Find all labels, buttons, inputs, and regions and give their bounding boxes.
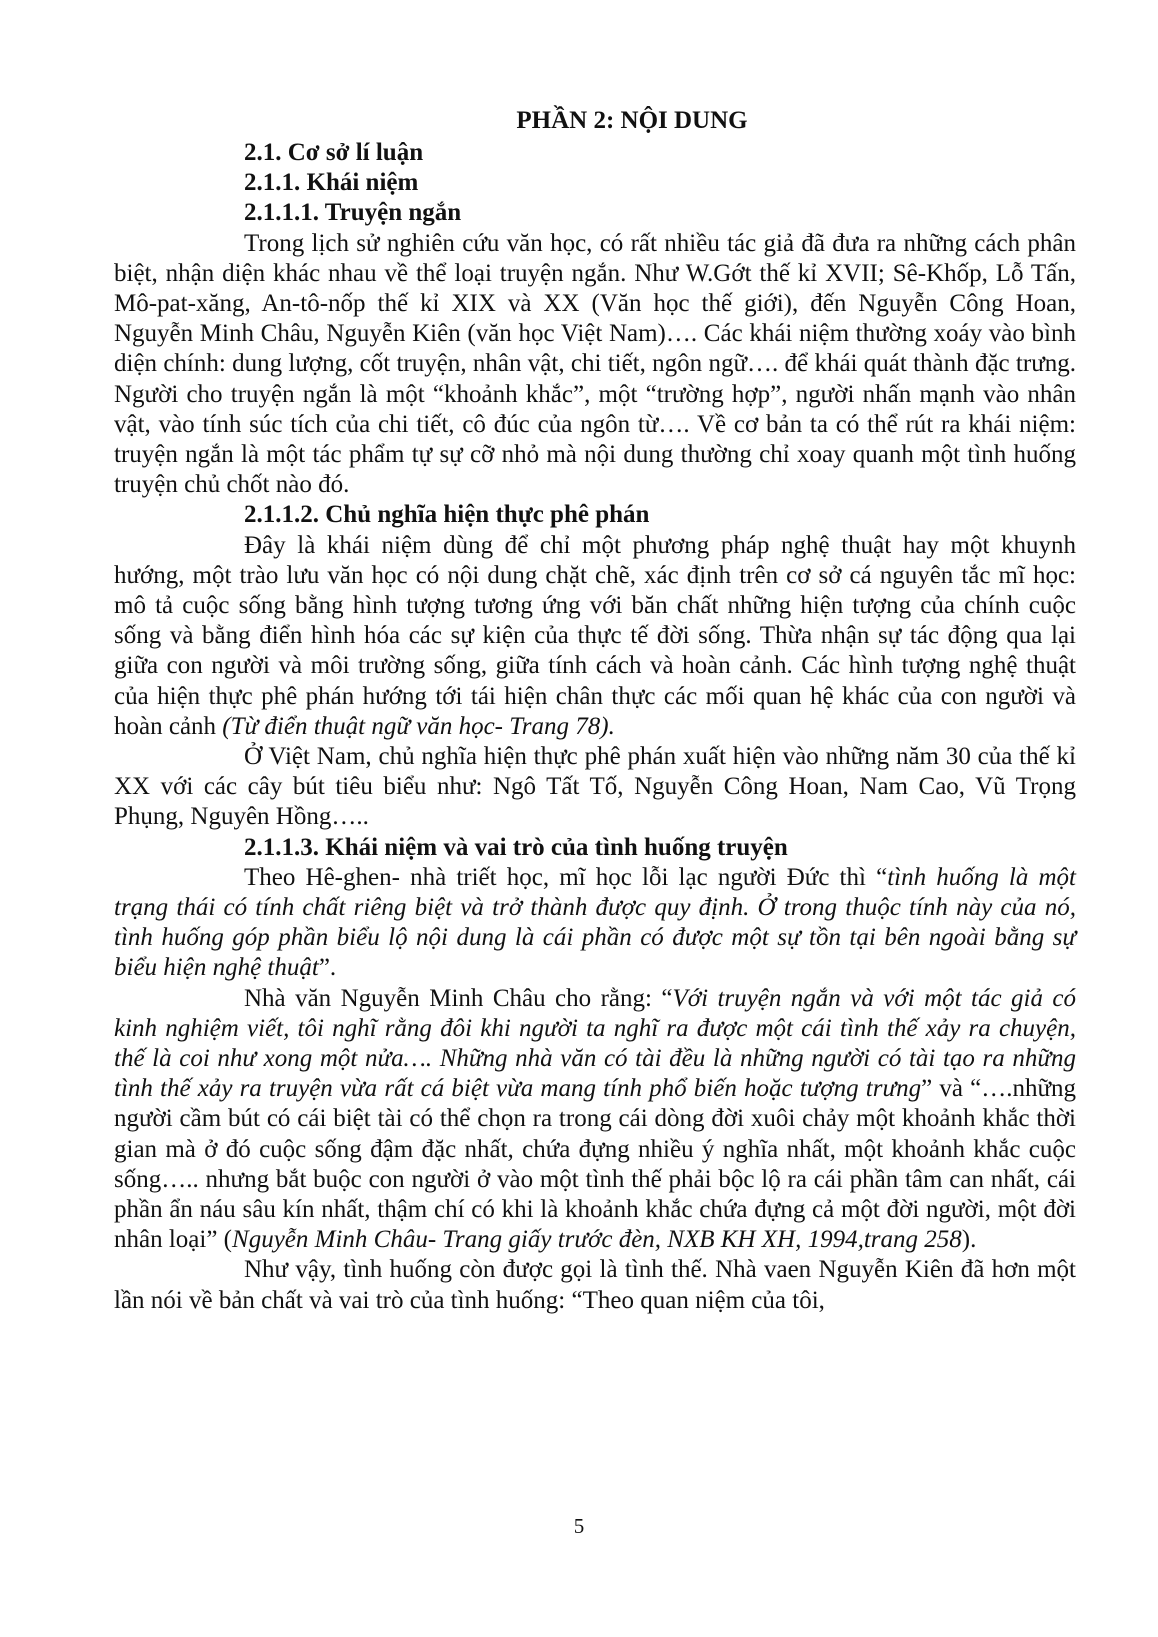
paragraph-text: ). — [961, 1226, 977, 1254]
heading-2-1-1: 2.1.1. Khái niệm — [244, 169, 419, 197]
heading-2-1-1-1: 2.1.1.1. Truyện ngắn — [244, 199, 462, 227]
citation: Nguyễn Minh Châu- Trang giấy trước đèn, NXB KH XH, 1994,trang 258 — [232, 1226, 962, 1254]
paragraph-hien-thuc-phe-phan — [114, 531, 1076, 742]
heading-2-1-1-2: 2.1.1.2. Chủ nghĩa hiện thực phê phán — [244, 501, 650, 529]
page-title: PHẦN 2: NỘI DUNG — [516, 107, 748, 134]
quote: Với truyện ngắn và với một tác giả có kinh nghiệm viết, tôi nghĩ rằng đôi khi người ta nghĩ ra được một cái tình thế xảy ra chuyện, thế là coi như xong một nửa…. Những nhà văn có tài đều là những người có tài tạo ra những tình thế xảy ra truyện vừa rất cá biệt vừa mang tính phổ biến hoặc tượng trưng — [114, 984, 1076, 1103]
paragraph-tinh-the: Như vậy, tình huống còn được gọi là tình thế. Nhà vaen Nguyễn Kiên đã hơn một lần nói về bản chất và vai trò của tình huống: “Theo quan niệm của tôi, — [114, 1256, 1076, 1314]
paragraph-nguyen-minh-chau — [114, 984, 1076, 1256]
paragraph-viet-nam: Ở Việt Nam, chủ nghĩa hiện thực phê phán xuất hiện vào những năm 30 của thế kỉ XX với các cây bút tiêu biểu như: Ngô Tất Tố, Nguyễn Công Hoan, Nam Cao, Vũ Trọng Phụng, Nguyên Hồng….. — [114, 743, 1076, 831]
page-number: 5 — [573, 1514, 585, 1538]
citation: (Từ điển thuật ngữ văn học- Trang 78). — [222, 712, 615, 740]
paragraph-text: Đây là khái niệm dùng để chỉ một phương pháp nghệ thuật hay một khuynh hướng, một trào lưu văn học có nội dung chặt chẽ, xác định trên cơ sở cá nguyên tắc mĩ học: mô tả cuộc sống bằng hình tượng tương ứng với băn chất những hiện tượng của chính cuộc sống và bằng điển hình hóa các sự kiện của thực tế đời sống. Thừa nhận sự tác động qua lại giữa con người và môi trường sống, giữa tính cách và hoàn cảnh. Các hình tượng nghệ thuật của hiện thực phê phán hướng tới tái hiện chân thực các mối quan hệ khác của con người và hoàn cảnh — [114, 531, 1076, 740]
heading-2-1: 2.1. Cơ sở lí luận — [244, 139, 424, 166]
quote: tình huống là một trạng thái có tính chất riêng biệt và trở thành được quy định. Ở trong thuộc tính này của nó, tình huống góp phần biểu lộ nội dung là cái phần có được một sự tồn tại bên ngoài bằng sự biểu hiện nghệ thuật — [114, 863, 1076, 982]
paragraph-text: Theo Hê-ghen- nhà triết học, mĩ học lỗi lạc người Đức thì “ — [244, 863, 888, 891]
paragraph-hegel — [114, 863, 1076, 984]
heading-2-1-1-3: 2.1.1.3. Khái niệm và vai trò của tình huống truyện — [244, 833, 788, 861]
paragraph-text: ” và “….những người cầm bút có cái biệt tài có thể chọn ra trong cái dòng đời xuôi chảy một khoảnh khắc thời gian mà ở đó cuộc sống đậm đặc nhất, chứa đựng nhiều ý nghĩa nhất, một khoảnh khắc cuộc sống….. nhưng bắt buộc con người ở vào một tình thế phải bộc lộ ra cái phần tâm can nhất, cái phần ẩn náu sâu kín nhất, thậm chí có khi là khoảnh khắc chứa đựng cả một đời người, một đời nhân loại” ( — [114, 1075, 1076, 1254]
paragraph-text: ”. — [318, 954, 337, 982]
paragraph-truyen-ngan: Trong lịch sử nghiên cứu văn học, có rất nhiều tác giả đã đưa ra những cách phân biệt, nhận diện khác nhau về thể loại truyện ngắn. Như W.Gớt thế kỉ XVII; Sê-Khốp, Lỗ Tấn, Mô-pat-xăng, An-tô-nốp thế kỉ XIX và XX (Văn học thế giới), đến Nguyễn Công Hoan, Nguyễn Minh Châu, Nguyễn Kiên (văn học Việt Nam)…. Các khái niệm thường xoáy vào bình diện chính: dung lượng, cốt truyện, nhân vật, chi tiết, ngôn ngữ…. để khái quát thành đặc trưng. Người cho truyện ngắn là một “khoảnh khắc”, một “trường hợp”, người nhấn mạnh vào nhân vật, vào tính súc tích của chi tiết, cô đúc của ngôn từ…. Về cơ bản ta có thể rút ra khái niệm: truyện ngắn là một tác phẩm tự sự cỡ nhỏ mà nội dung thường chỉ xoay quanh một tình huống truyện chủ chốt nào đó. — [114, 229, 1076, 499]
paragraph-text: Nhà văn Nguyễn Minh Châu cho rằng: “ — [244, 984, 673, 1012]
page-content — [114, 104, 1076, 1316]
